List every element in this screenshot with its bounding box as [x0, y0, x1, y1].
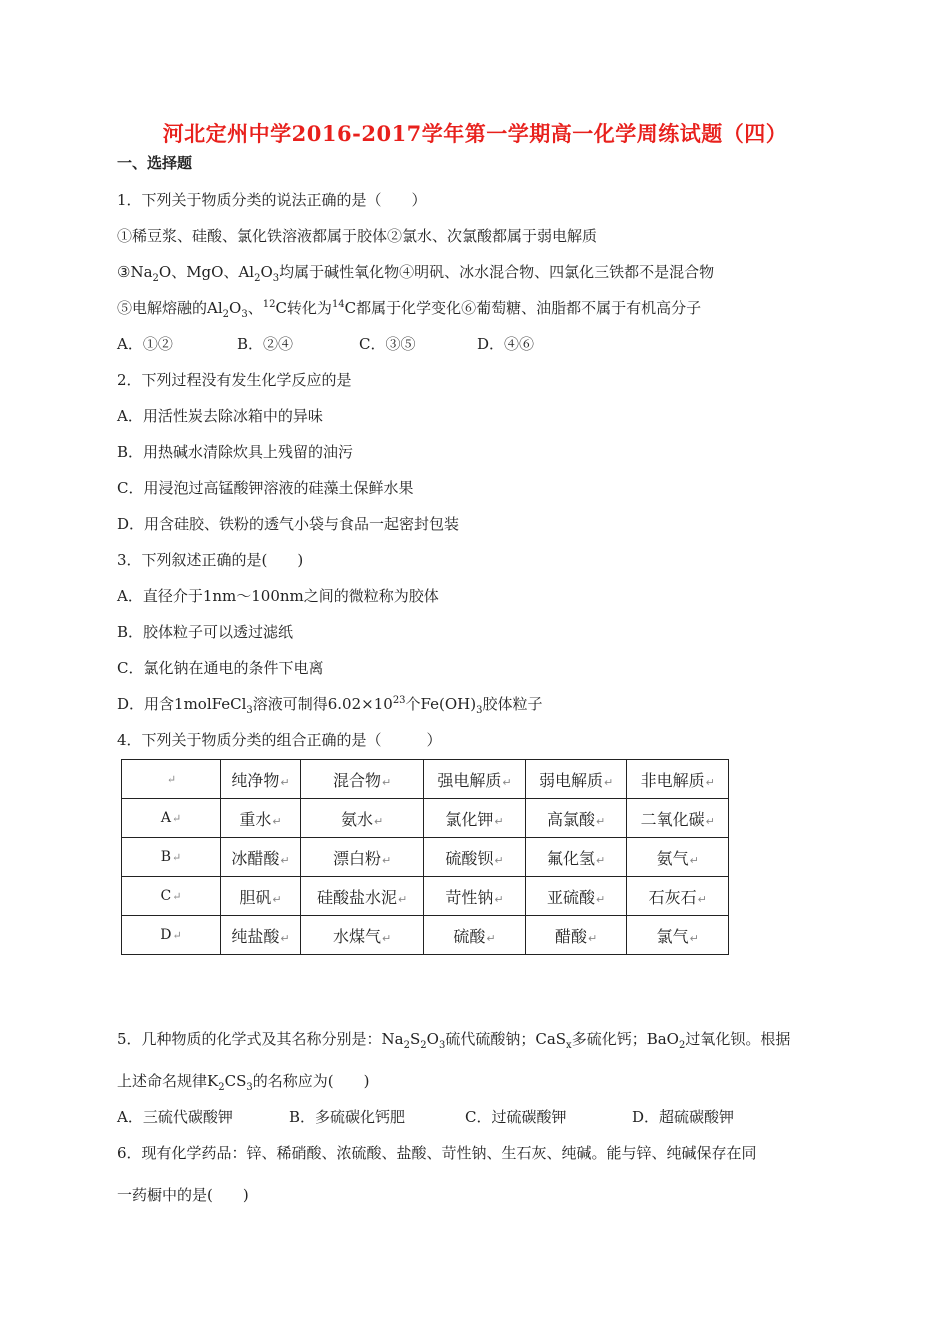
question-3-option-d: D．用含1molFeCl$_3$溶液可制得$6.02\times 10^{23}$个$Fe(OH)_3$胶体粒子	[117, 695, 543, 716]
table-cell: A↵	[122, 799, 221, 838]
question-3-option-c: C．氯化钠在通电的条件下电离	[117, 659, 324, 677]
question-2-option-a: A．用活性炭去除冰箱中的异味	[117, 407, 323, 425]
section-heading: 一、选择题	[117, 154, 193, 172]
option-b: B．多硫碳化钙肥	[289, 1108, 406, 1126]
table-header-cell: 强电解质↵	[424, 760, 526, 799]
table-cell: 氟化氢↵	[525, 838, 627, 877]
table-cell: 氨气↵	[627, 838, 729, 877]
question-5-line-1: 5．几种物质的化学式及其名称分别是：$Na_2S_2O_3$硫代硫酸钠；CaS$_x$多硫化钙；BaO$_2$过氧化钡。根据	[117, 1030, 791, 1051]
table-cell: 高氯酸↵	[525, 799, 627, 838]
option-d: D．④⑥	[477, 335, 535, 353]
table-row	[122, 916, 729, 955]
classification-table	[121, 759, 729, 955]
table-cell: 醋酸↵	[525, 916, 627, 955]
table-cell: 漂白粉↵	[300, 838, 423, 877]
table-header-row	[122, 760, 729, 799]
table-cell: 硅酸盐水泥↵	[300, 877, 423, 916]
table-row	[122, 838, 729, 877]
table-header-cell: 纯净物↵	[221, 760, 301, 799]
question-3-stem: 3．下列叙述正确的是( )	[117, 551, 304, 569]
question-6-line-2: 一药橱中的是( )	[117, 1186, 249, 1204]
table-cell: 氨水↵	[300, 799, 423, 838]
page-title: 河北定州中学2016-2017学年第一学期高一化学周练试题（四）	[162, 121, 788, 146]
table-header-cell: ↵	[122, 760, 221, 799]
option-d: D．超硫碳酸钾	[632, 1108, 735, 1126]
table-cell: 冰醋酸↵	[221, 838, 301, 877]
question-5-line-2: 上述命名规律$K_2CS_3$的名称应为( )	[117, 1072, 370, 1093]
question-1-statement-1: ①稀豆浆、硅酸、氯化铁溶液都属于胶体②氯水、次氯酸都属于弱电解质	[117, 227, 598, 245]
table-cell: 硫酸钡↵	[424, 838, 526, 877]
question-1-statement-5: ⑤电解熔融的$Al_2O_3$、$^{12}$C转化为$^{14}$C都属于化学变化⑥葡萄糖、油脂都不属于有机高分子	[117, 299, 702, 320]
table-header-cell: 弱电解质↵	[525, 760, 627, 799]
table-cell: 水煤气↵	[300, 916, 423, 955]
table-cell: 石灰石↵	[627, 877, 729, 916]
question-1-options	[117, 333, 534, 354]
option-b: B．②④	[237, 335, 294, 353]
question-2-option-b: B．用热碱水清除炊具上残留的油污	[117, 443, 354, 461]
table-cell: 重水↵	[221, 799, 301, 838]
table-cell: C↵	[122, 877, 221, 916]
table-cell: 苛性钠↵	[424, 877, 526, 916]
question-5-options	[117, 1106, 734, 1127]
question-2-stem: 2．下列过程没有发生化学反应的是	[117, 371, 352, 389]
question-3-option-a: A．直径介于1nm～100nm之间的微粒称为胶体	[117, 587, 439, 605]
table-row	[122, 799, 729, 838]
option-c: C．③⑤	[359, 335, 416, 353]
question-1-stem: 1．下列关于物质分类的说法正确的是（ ）	[117, 191, 427, 209]
table-header-cell: 非电解质↵	[627, 760, 729, 799]
table-cell: D↵	[122, 916, 221, 955]
table-cell: 氯气↵	[627, 916, 729, 955]
table-cell: 纯盐酸↵	[221, 916, 301, 955]
table-row	[122, 877, 729, 916]
option-a: A．①②	[117, 335, 173, 353]
question-1-statement-3: $③Na_2O$、MgO、$Al_2O_3$均属于碱性氧化物④明矾、冰水混合物、四氯化三铁都不是混合物	[117, 263, 715, 284]
table-cell: 胆矾↵	[221, 877, 301, 916]
table-cell: 硫酸↵	[424, 916, 526, 955]
table-header-cell: 混合物↵	[300, 760, 423, 799]
option-a: A．三硫代碳酸钾	[117, 1108, 233, 1126]
option-c: C．过硫碳酸钾	[465, 1108, 567, 1126]
question-2-option-c: C．用浸泡过高锰酸钾溶液的硅藻土保鲜水果	[117, 479, 414, 497]
table-cell: 亚硫酸↵	[525, 877, 627, 916]
table-cell: 氯化钾↵	[424, 799, 526, 838]
question-4-stem: 4．下列关于物质分类的组合正确的是（ ）	[117, 731, 442, 749]
question-2-option-d: D．用含硅胶、铁粉的透气小袋与食品一起密封包装	[117, 515, 460, 533]
question-6-line-1: 6．现有化学药品：锌、稀硝酸、浓硫酸、盐酸、苛性钠、生石灰、纯碱。能与锌、纯碱保存在同	[117, 1144, 757, 1162]
table-cell: 二氧化碳↵	[627, 799, 729, 838]
question-3-option-b: B．胶体粒子可以透过滤纸	[117, 623, 294, 641]
table-cell: B↵	[122, 838, 221, 877]
